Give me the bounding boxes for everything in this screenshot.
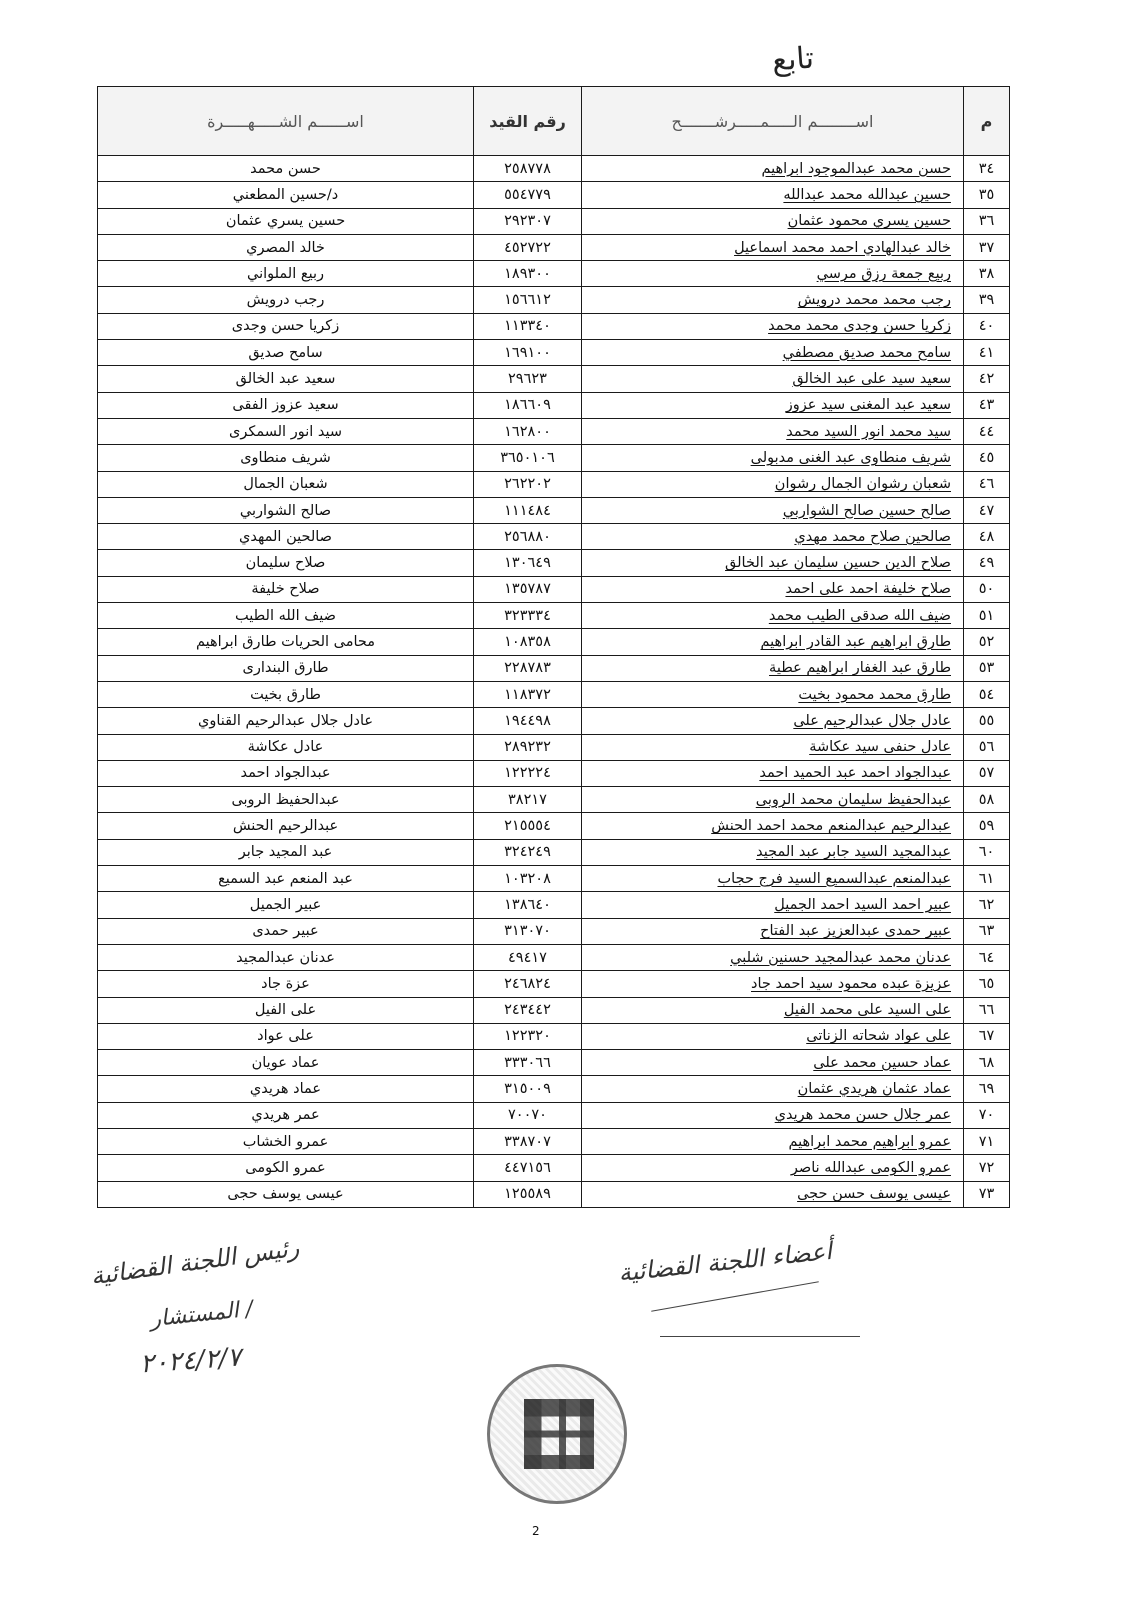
row-number: ٥٣ bbox=[964, 655, 1010, 681]
registration-number: ٤٩٤١٧ bbox=[474, 944, 582, 970]
table-header-row bbox=[98, 87, 1010, 156]
registration-number: ٢٥٨٧٧٨ bbox=[474, 156, 582, 182]
fame-name: على الفيل bbox=[98, 997, 474, 1023]
table-row bbox=[98, 445, 1010, 471]
fame-name: عمرو الخشاب bbox=[98, 1128, 474, 1154]
fame-name: سيد انور السمكرى bbox=[98, 418, 474, 444]
candidate-name: حسين عبدالله محمد عبدالله bbox=[582, 182, 964, 208]
table-row bbox=[98, 261, 1010, 287]
candidate-name: صلاح الدين حسين سليمان عبد الخالق bbox=[582, 550, 964, 576]
registration-number: ٤٤٧١٥٦ bbox=[474, 1155, 582, 1181]
table-row bbox=[98, 813, 1010, 839]
candidate-name: عادل حنفى سيد عكاشة bbox=[582, 734, 964, 760]
table-row bbox=[98, 629, 1010, 655]
registration-number: ٢٥٦٨٨٠ bbox=[474, 524, 582, 550]
row-number: ٥١ bbox=[964, 603, 1010, 629]
candidate-name: عبدالجواد احمد عبد الحميد احمد bbox=[582, 760, 964, 786]
table-row bbox=[98, 366, 1010, 392]
candidate-name: حسن محمد عبدالموجود ابراهيم bbox=[582, 156, 964, 182]
row-number: ٦٧ bbox=[964, 1023, 1010, 1049]
table-row bbox=[98, 971, 1010, 997]
registration-number: ١٣٠٦٤٩ bbox=[474, 550, 582, 576]
candidate-name: زكريا حسن وجدى محمد محمد bbox=[582, 313, 964, 339]
candidates-table bbox=[97, 86, 1010, 1208]
registration-number: ٤٥٢٧٢٢ bbox=[474, 234, 582, 260]
fame-name: عادل جلال عبدالرحيم القناوي bbox=[98, 708, 474, 734]
fame-name: سعيد عزوز الفقى bbox=[98, 392, 474, 418]
candidate-name: عبدالحفيظ سليمان محمد الروبى bbox=[582, 787, 964, 813]
table-row bbox=[98, 997, 1010, 1023]
registration-number: ٢٨٩٢٣٢ bbox=[474, 734, 582, 760]
page-handwritten-note: تابع bbox=[770, 40, 815, 79]
registration-number: ٣٣٨٧٠٧ bbox=[474, 1128, 582, 1154]
row-number: ٥٠ bbox=[964, 576, 1010, 602]
candidate-name: على عواد شحاته الزناتى bbox=[582, 1023, 964, 1049]
table-row bbox=[98, 313, 1010, 339]
table-row bbox=[98, 182, 1010, 208]
fame-name: ربيع الملواني bbox=[98, 261, 474, 287]
row-number: ٥٩ bbox=[964, 813, 1010, 839]
fame-name: محامى الحريات طارق ابراهيم bbox=[98, 629, 474, 655]
table-body bbox=[98, 156, 1010, 1208]
candidate-name: حسين يسري محمود عثمان bbox=[582, 208, 964, 234]
table-row bbox=[98, 1076, 1010, 1102]
row-number: ٥٤ bbox=[964, 681, 1010, 707]
candidate-name: عمرو الكومى عبدالله ناصر bbox=[582, 1155, 964, 1181]
registration-number: ١١٣٣٤٠ bbox=[474, 313, 582, 339]
fame-name: على عواد bbox=[98, 1023, 474, 1049]
row-number: ٣٩ bbox=[964, 287, 1010, 313]
row-number: ٧٠ bbox=[964, 1102, 1010, 1128]
row-number: ٣٥ bbox=[964, 182, 1010, 208]
fame-name: رجب درويش bbox=[98, 287, 474, 313]
table-row bbox=[98, 1023, 1010, 1049]
candidate-name: سعيد عبد المغنى سيد عزوز bbox=[582, 392, 964, 418]
candidate-name: عماد عثمان هريدي عثمان bbox=[582, 1076, 964, 1102]
fame-name: عبد المجيد جابر bbox=[98, 839, 474, 865]
fame-name: سعيد عبد الخالق bbox=[98, 366, 474, 392]
fame-name: عادل عكاشة bbox=[98, 734, 474, 760]
fame-name: صلاح خليفة bbox=[98, 576, 474, 602]
fame-name: شريف منطاوى bbox=[98, 445, 474, 471]
candidate-name: عادل جلال عبدالرحيم على bbox=[582, 708, 964, 734]
table-row bbox=[98, 208, 1010, 234]
table-row bbox=[98, 287, 1010, 313]
candidate-name: صالح حسين صالح الشواربي bbox=[582, 497, 964, 523]
row-number: ٦٢ bbox=[964, 892, 1010, 918]
row-number: ٦٣ bbox=[964, 918, 1010, 944]
row-number: ٤٤ bbox=[964, 418, 1010, 444]
table-row bbox=[98, 918, 1010, 944]
table-row bbox=[98, 1155, 1010, 1181]
candidate-name: سامح محمد صديق مصطفي bbox=[582, 340, 964, 366]
registration-number: ٢٤٣٤٤٢ bbox=[474, 997, 582, 1023]
table-row bbox=[98, 550, 1010, 576]
row-number: ٦٦ bbox=[964, 997, 1010, 1023]
header-registration-number: رقم القيد bbox=[474, 87, 582, 156]
fame-name: شعبان الجمال bbox=[98, 471, 474, 497]
table-row bbox=[98, 340, 1010, 366]
candidate-name: صالحين صلاح محمد مهدي bbox=[582, 524, 964, 550]
registration-number: ١١١٤٨٤ bbox=[474, 497, 582, 523]
candidate-name: صلاح خليفة احمد على احمد bbox=[582, 576, 964, 602]
fame-name: عبدالرحيم الحنش bbox=[98, 813, 474, 839]
registration-number: ١٨٦٦٠٩ bbox=[474, 392, 582, 418]
candidate-name: طارق ابراهيم عبد القادر ابراهيم bbox=[582, 629, 964, 655]
row-number: ٣٦ bbox=[964, 208, 1010, 234]
registration-number: ١٩٤٤٩٨ bbox=[474, 708, 582, 734]
candidate-name: رجب محمد محمد درويش bbox=[582, 287, 964, 313]
row-number: ٣٧ bbox=[964, 234, 1010, 260]
table-row bbox=[98, 892, 1010, 918]
fame-name: عبد المنعم عبد السميع bbox=[98, 866, 474, 892]
registration-number: ١٣٨٦٤٠ bbox=[474, 892, 582, 918]
header-fame-name: اســــــم الشـــــهـــــرة bbox=[98, 87, 474, 156]
registration-number: ١٢٢٢٢٤ bbox=[474, 760, 582, 786]
candidate-name: عماد حسين محمد على bbox=[582, 1050, 964, 1076]
table-row bbox=[98, 760, 1010, 786]
registration-number: ١٣٥٧٨٧ bbox=[474, 576, 582, 602]
candidate-name: خالد عبدالهادي احمد محمد اسماعيل bbox=[582, 234, 964, 260]
candidate-name: عمرو ابراهيم محمد ابراهيم bbox=[582, 1128, 964, 1154]
registration-number: ١٢٢٣٢٠ bbox=[474, 1023, 582, 1049]
fame-name: صلاح سليمان bbox=[98, 550, 474, 576]
row-number: ٤٠ bbox=[964, 313, 1010, 339]
table-row bbox=[98, 497, 1010, 523]
fame-name: طارق البندارى bbox=[98, 655, 474, 681]
candidate-name: عبير حمدى عبدالعزيز عبد الفتاح bbox=[582, 918, 964, 944]
row-number: ٦٤ bbox=[964, 944, 1010, 970]
fame-name: طارق بخيت bbox=[98, 681, 474, 707]
fame-name: عيسى يوسف حجى bbox=[98, 1181, 474, 1207]
table-row bbox=[98, 708, 1010, 734]
table-row bbox=[98, 471, 1010, 497]
candidate-name: عدنان محمد عبدالمجيد حسنين شلبي bbox=[582, 944, 964, 970]
registration-number: ٢٩٦٢٣ bbox=[474, 366, 582, 392]
registration-number: ٣٨٢١٧ bbox=[474, 787, 582, 813]
row-number: ٤٣ bbox=[964, 392, 1010, 418]
fame-name: حسن محمد bbox=[98, 156, 474, 182]
row-number: ٦٥ bbox=[964, 971, 1010, 997]
row-number: ٣٨ bbox=[964, 261, 1010, 287]
candidate-name: شعبان رشوان الجمال رشوان bbox=[582, 471, 964, 497]
candidate-name: سعيد سيد على عبد الخالق bbox=[582, 366, 964, 392]
fame-name: صالحين المهدي bbox=[98, 524, 474, 550]
row-number: ٤٢ bbox=[964, 366, 1010, 392]
candidate-name: على السيد على محمد الفيل bbox=[582, 997, 964, 1023]
page-number: 2 bbox=[532, 1524, 540, 1538]
signature-stroke bbox=[651, 1281, 819, 1312]
table-row bbox=[98, 418, 1010, 444]
candidate-name: عبدالرحيم عبدالمنعم محمد احمد الحنش bbox=[582, 813, 964, 839]
fame-name: عزة جاد bbox=[98, 971, 474, 997]
row-number: ٥٨ bbox=[964, 787, 1010, 813]
row-number: ٤٨ bbox=[964, 524, 1010, 550]
table-row bbox=[98, 839, 1010, 865]
row-number: ٧٣ bbox=[964, 1181, 1010, 1207]
row-number: ٦٠ bbox=[964, 839, 1010, 865]
candidate-name: شريف منطاوى عبد الغنى مدبولى bbox=[582, 445, 964, 471]
qr-code-image bbox=[524, 1399, 594, 1469]
row-number: ٦٨ bbox=[964, 1050, 1010, 1076]
row-number: ٥٢ bbox=[964, 629, 1010, 655]
candidate-name: عبدالمنعم عبدالسميع السيد فرج حجاب bbox=[582, 866, 964, 892]
table-row bbox=[98, 1181, 1010, 1207]
registration-number: ٣١٣٠٧٠ bbox=[474, 918, 582, 944]
registration-number: ٢١٥٥٥٤ bbox=[474, 813, 582, 839]
row-number: ٧٢ bbox=[964, 1155, 1010, 1181]
row-number: ٥٦ bbox=[964, 734, 1010, 760]
row-number: ٦٩ bbox=[964, 1076, 1010, 1102]
registration-number: ٣٣٣٠٦٦ bbox=[474, 1050, 582, 1076]
row-number: ٤١ bbox=[964, 340, 1010, 366]
chairman-signature-title: رئيس اللجنة القضائية bbox=[89, 1233, 301, 1291]
registration-number: ٣٦٥٠١٠٦ bbox=[474, 445, 582, 471]
fame-name: عبدالحفيظ الروبى bbox=[98, 787, 474, 813]
row-number: ٥٧ bbox=[964, 760, 1010, 786]
table-row bbox=[98, 866, 1010, 892]
official-seal bbox=[487, 1364, 627, 1504]
fame-name: صالح الشواربي bbox=[98, 497, 474, 523]
registration-number: ٢٩٢٣٠٧ bbox=[474, 208, 582, 234]
fame-name: عماد هريدي bbox=[98, 1076, 474, 1102]
row-number: ٧١ bbox=[964, 1128, 1010, 1154]
table-row bbox=[98, 1102, 1010, 1128]
candidate-name: عزيزة عبده محمود سيد احمد جاد bbox=[582, 971, 964, 997]
fame-name: د/حسين المطعني bbox=[98, 182, 474, 208]
table-row bbox=[98, 734, 1010, 760]
fame-name: عمر هريدي bbox=[98, 1102, 474, 1128]
table-row bbox=[98, 524, 1010, 550]
fame-name: عمرو الكومى bbox=[98, 1155, 474, 1181]
table-row bbox=[98, 156, 1010, 182]
table-row bbox=[98, 603, 1010, 629]
fame-name: عبير الجميل bbox=[98, 892, 474, 918]
registration-number: ١١٨٣٧٢ bbox=[474, 681, 582, 707]
registration-number: ٢٤٦٨٢٤ bbox=[474, 971, 582, 997]
candidate-name: عبير احمد السيد احمد الجميل bbox=[582, 892, 964, 918]
row-number: ٤٦ bbox=[964, 471, 1010, 497]
fame-name: سامح صديق bbox=[98, 340, 474, 366]
candidate-name: طارق محمد محمود بخيت bbox=[582, 681, 964, 707]
registration-number: ١٦٢٨٠٠ bbox=[474, 418, 582, 444]
signature-stroke bbox=[660, 1336, 860, 1337]
registration-number: ٥٥٤٧٧٩ bbox=[474, 182, 582, 208]
candidate-name: طارق عبد الغفار ابراهيم عطية bbox=[582, 655, 964, 681]
candidate-name: ربيع جمعة رزق مرسي bbox=[582, 261, 964, 287]
fame-name: حسين يسري عثمان bbox=[98, 208, 474, 234]
table-row bbox=[98, 576, 1010, 602]
registration-number: ١٠٣٢٠٨ bbox=[474, 866, 582, 892]
header-number: م bbox=[964, 87, 1010, 156]
registration-number: ١٥٦٦١٢ bbox=[474, 287, 582, 313]
row-number: ٤٩ bbox=[964, 550, 1010, 576]
members-signature-title: أعضاء اللجنة القضائية bbox=[617, 1236, 834, 1288]
fame-name: زكريا حسن وجدى bbox=[98, 313, 474, 339]
header-candidate-name: اســــــــم الـــــمـــــرشـــــــح bbox=[582, 87, 964, 156]
registration-number: ٣١٥٠٠٩ bbox=[474, 1076, 582, 1102]
row-number: ٦١ bbox=[964, 866, 1010, 892]
candidate-name: عبدالمجيد السيد جابر عبد المجيد bbox=[582, 839, 964, 865]
row-number: ٣٤ bbox=[964, 156, 1010, 182]
fame-name: عماد عويان bbox=[98, 1050, 474, 1076]
table-row bbox=[98, 681, 1010, 707]
registration-number: ١٨٩٣٠٠ bbox=[474, 261, 582, 287]
registration-number: ٢٦٢٢٠٢ bbox=[474, 471, 582, 497]
registration-number: ١٠٨٣٥٨ bbox=[474, 629, 582, 655]
table-row bbox=[98, 1128, 1010, 1154]
table-row bbox=[98, 655, 1010, 681]
table-row bbox=[98, 392, 1010, 418]
fame-name: عبير حمدى bbox=[98, 918, 474, 944]
table-row bbox=[98, 234, 1010, 260]
registration-number: ١٦٩١٠٠ bbox=[474, 340, 582, 366]
candidate-name: عيسى يوسف حسن حجى bbox=[582, 1181, 964, 1207]
fame-name: ضيف الله الطيب bbox=[98, 603, 474, 629]
candidate-name: ضيف الله صدقى الطيب محمد bbox=[582, 603, 964, 629]
registration-number: ٢٢٨٧٨٣ bbox=[474, 655, 582, 681]
fame-name: خالد المصري bbox=[98, 234, 474, 260]
candidate-name: عمر جلال حسن محمد هريدي bbox=[582, 1102, 964, 1128]
table-row bbox=[98, 1050, 1010, 1076]
row-number: ٤٧ bbox=[964, 497, 1010, 523]
fame-name: عبدالجواد احمد bbox=[98, 760, 474, 786]
registration-number: ١٢٥٥٨٩ bbox=[474, 1181, 582, 1207]
candidate-name: سيد محمد انور السيد محمد bbox=[582, 418, 964, 444]
table-row bbox=[98, 944, 1010, 970]
registration-number: ٣٢٣٣٣٤ bbox=[474, 603, 582, 629]
registration-number: ٧٠٠٧٠ bbox=[474, 1102, 582, 1128]
table-row bbox=[98, 787, 1010, 813]
row-number: ٥٥ bbox=[964, 708, 1010, 734]
fame-name: عدنان عبدالمجيد bbox=[98, 944, 474, 970]
signature-date: ٢٠٢٤/٢/٧ bbox=[139, 1342, 243, 1380]
row-number: ٤٥ bbox=[964, 445, 1010, 471]
chairman-signature-name: المستشار / bbox=[148, 1296, 255, 1333]
registration-number: ٣٢٤٢٤٩ bbox=[474, 839, 582, 865]
